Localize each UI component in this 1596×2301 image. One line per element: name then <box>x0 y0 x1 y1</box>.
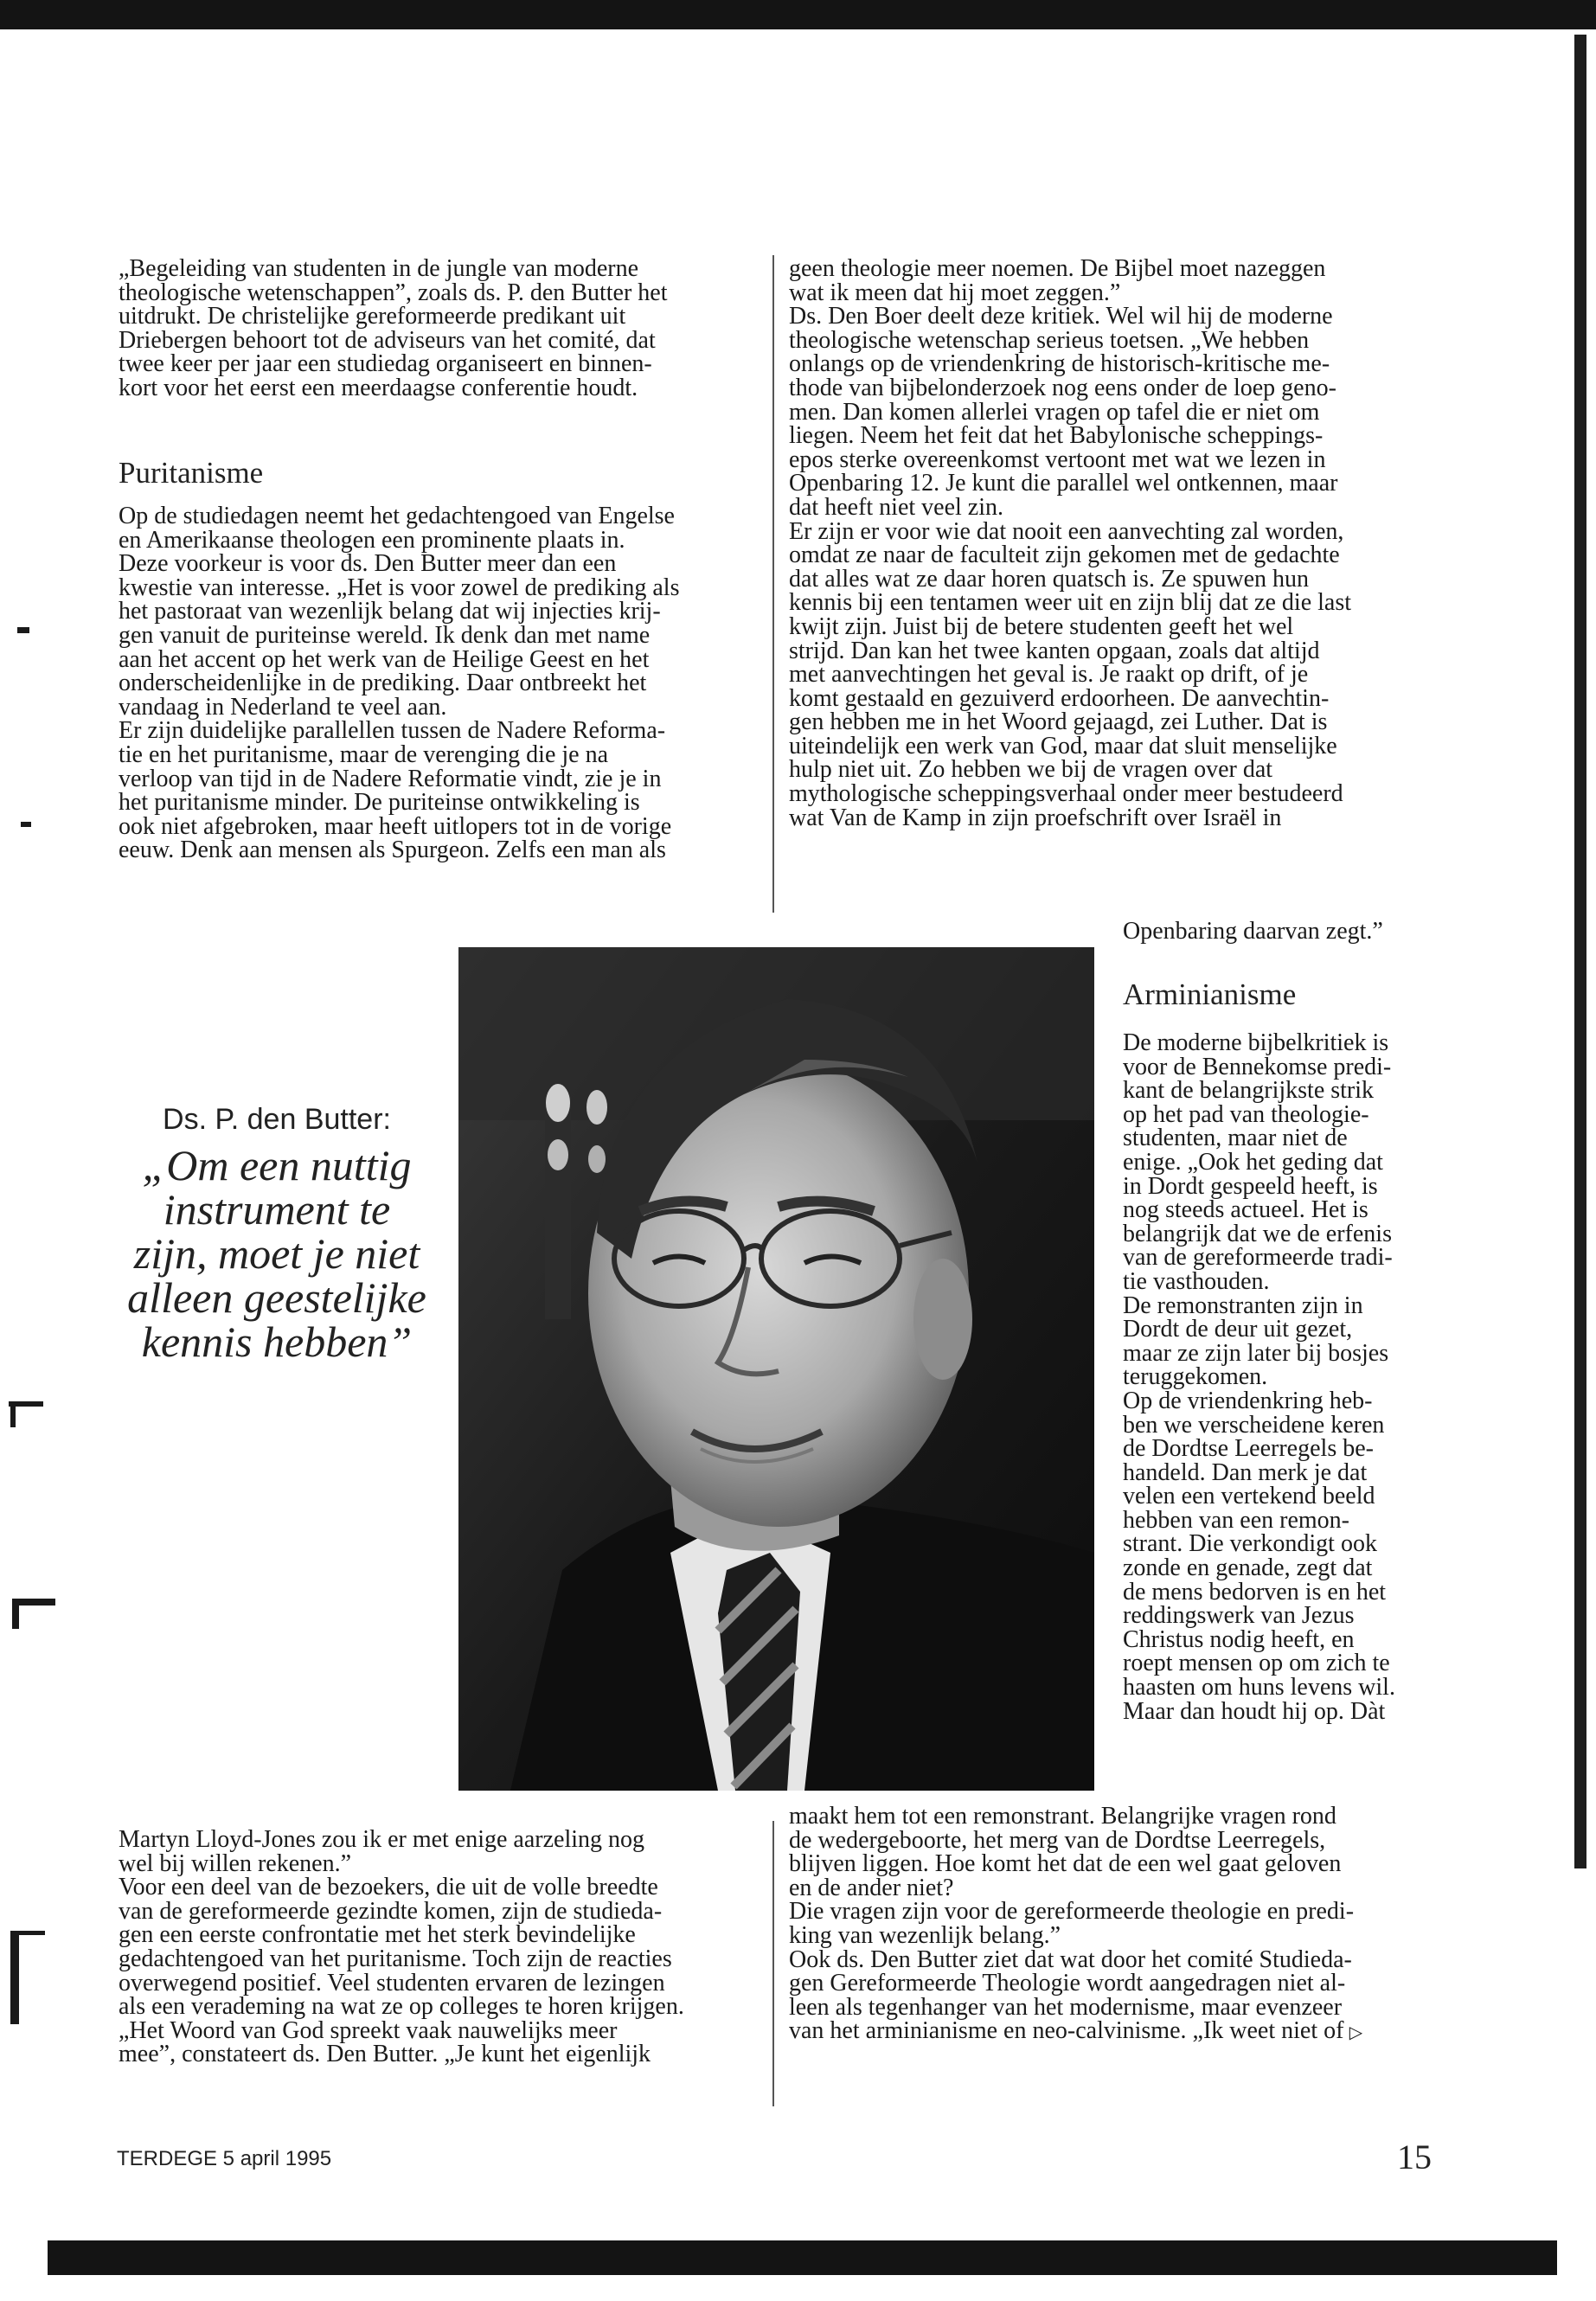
text-line: eeuw. Denk aan mensen als Spurgeon. Zelfs een man als <box>119 836 666 864</box>
text-line: liegen. Neem het feit dat het Babylonische scheppings- <box>789 422 1324 450</box>
text-line: Ook ds. Den Butter ziet dat wat door het comité Studieda- <box>789 1945 1352 1973</box>
text-line: haasten om huns levens wil. <box>1123 1674 1395 1702</box>
text-line: Voor een deel van de bezoekers, die uit de volle breedte <box>119 1874 658 1901</box>
text-line: thode van bijbelonderzoek nog eens onder de loep geno- <box>789 374 1336 401</box>
text-line: gen vanuit de puriteinse wereld. Ik denk dan met name <box>119 621 651 649</box>
text-line: gen hebben me in het Woord gejaagd, zei Luther. Dat is <box>789 708 1328 736</box>
margin-mark <box>21 822 31 827</box>
text-line: kant de belangrijkste strik <box>1123 1077 1375 1105</box>
text-line: Er zijn duidelijke parallellen tussen de Nadere Reforma- <box>119 717 666 745</box>
text-line: theologische wetenschappen”, zoals ds. P. den Butter het <box>119 279 668 306</box>
text-line: met aanvechtingen het geval is. Je raakt op drift, of je <box>789 661 1309 689</box>
continue-arrow-icon: ▷ <box>1343 2022 1363 2043</box>
quote-line: zijn, moet je niet <box>133 1229 420 1278</box>
text-line: Er zijn er voor wie dat nooit een aanvechting zal worden, <box>789 517 1344 545</box>
text-line: blijven liggen. Hoe komt het dat de een wel gaat geloven <box>789 1850 1342 1878</box>
text-line: wat ik meen dat hij moet zeggen.” <box>789 279 1121 306</box>
text-line: ook niet afgebroken, maar heeft uitlopers tot in de vorige <box>119 812 672 840</box>
text-line: kort voor het eerst een meerdaagse conferentie houdt. <box>119 374 638 401</box>
text-line: omdat ze naar de faculteit zijn gekomen met de gedachte <box>789 542 1340 569</box>
text-line: twee keer per jaar een studiedag organiseert en binnen- <box>119 350 652 378</box>
column2-text <box>789 257 1394 830</box>
text-line: Christus nodig heeft, en <box>1123 1625 1355 1653</box>
quote-line: instrument te <box>163 1185 391 1234</box>
text-line: strijd. Dan kan het twee kanten opgaan, zoals dat altijd <box>789 637 1320 664</box>
quote-attribution: Ds. P. den Butter: <box>163 1103 391 1136</box>
column-rule <box>772 255 774 913</box>
heading-arminianisme: Arminianisme <box>1123 977 1297 1011</box>
footer-publication: TERDEGE 5 april 1995 <box>117 2147 332 2170</box>
text-line: mythologische scheppingsverhaal onder meer bestudeerd <box>789 780 1343 808</box>
text-line: Driebergen behoort tot de adviseurs van het comité, dat <box>119 326 656 354</box>
text-line: Dordt de deur uit gezet, <box>1123 1316 1353 1343</box>
text-line: Martyn Lloyd-Jones zou ik er met enige aarzeling nog <box>119 1826 645 1853</box>
text-line: geen theologie meer noemen. De Bijbel moet nazeggen <box>789 255 1326 282</box>
text-line: Die vragen zijn voor de gereformeerde theologie en predi- <box>789 1898 1355 1926</box>
text-line: kwijt zijn. Juist bij de betere studenten geeft het wel <box>789 612 1294 640</box>
text-line: verloop van tijd in de Nadere Reformatie vindt, zie je in <box>119 765 662 792</box>
text-line: „Het Woord van God spreekt vaak nauwelijks meer <box>119 2016 618 2044</box>
right-scan-edge <box>1574 35 1586 1868</box>
text-line: epos sterke overeenkomst vertoont met wat we lezen in <box>789 445 1326 473</box>
text-line: men. Dan komen allerlei vragen op tafel die er niet om <box>789 398 1320 426</box>
text-line: het pastoraat van wezenlijk belang dat wij injecties krij- <box>119 598 661 625</box>
column2-closing-line: Openbaring daarvan zegt.” <box>1123 918 1383 945</box>
text-line: wel bij willen rekenen.” <box>119 1849 352 1877</box>
column1-bottom-text <box>119 1828 763 2067</box>
text-line: en Amerikaanse theologen een prominente plaats in. <box>119 526 625 554</box>
quote-line: alleen geestelijke <box>127 1273 426 1322</box>
text-line: dat heeft niet veel zin. <box>789 493 1003 521</box>
text-line: uiteindelijk een werk van God, maar dat sluit menselijke <box>789 732 1337 760</box>
text-line: studenten, maar niet de <box>1123 1125 1348 1152</box>
quote-line: kennis hebben” <box>141 1317 413 1366</box>
text-line: in Dordt gespeeld heeft, is <box>1123 1172 1378 1200</box>
text-line: dat alles wat ze daar horen quatsch is. Ze spuwen hun <box>789 565 1310 593</box>
section-puritanisme-text <box>119 504 759 862</box>
text-line: het puritanisme minder. De puriteinse ontwikkeling is <box>119 789 640 817</box>
section-arminianisme-text <box>1123 1031 1469 1723</box>
pull-quote <box>112 1103 441 1364</box>
text-line: handeld. Dan merk je dat <box>1123 1458 1368 1486</box>
text-line: maakt hem tot een remonstrant. Belangrijke vragen rond <box>789 1803 1336 1830</box>
text-line: teruggekomen. <box>1123 1363 1268 1391</box>
text-line: Openbaring 12. Je kunt die parallel wel ontkennen, maar <box>789 470 1338 497</box>
margin-mark <box>10 1931 45 1935</box>
margin-mark <box>12 1599 19 1629</box>
text-line: kwestie van interesse. „Het is voor zowel de prediking als <box>119 574 680 601</box>
text-line: strant. Die verkondigt ook <box>1123 1530 1377 1558</box>
text-line: van de gereformeerde tradi- <box>1123 1244 1393 1272</box>
text-line: mee”, constateert ds. Den Butter. „Je kunt het eigenlijk <box>119 2041 651 2068</box>
text-line: reddingswerk van Jezus <box>1123 1602 1355 1630</box>
text-line: de wedergeboorte, het merg van de Dordtse Leerregels, <box>789 1826 1326 1854</box>
text-line: „Begeleiding van studenten in de jungle van moderne <box>119 255 639 282</box>
column-rule <box>772 1821 774 2106</box>
text-line: kennis bij een tentamen weer uit en zijn blij dat ze die last <box>789 589 1352 617</box>
text-line: king van wezenlijk belang.” <box>789 1921 1061 1949</box>
text-line: uitdrukt. De christelijke gereformeerde predikant uit <box>119 303 626 330</box>
text-line: op het pad van theologie- <box>1123 1100 1369 1128</box>
text-line: van het arminianisme en neo-calvinisme. „Ik weet niet of ▷ <box>789 2017 1363 2045</box>
page-number: 15 <box>1397 2138 1432 2176</box>
top-scan-bar <box>0 0 1596 29</box>
text-line: gen een eerste confrontatie met het sterk bevindelijke <box>119 1921 636 1949</box>
text-line: hulp niet uit. Zo hebben we bij de vragen over dat <box>789 756 1273 784</box>
text-line: onderscheidenlijke in de prediking. Daar ontbreekt het <box>119 670 647 697</box>
text-line: leen als tegenhanger van het modernisme, maar evenzeer <box>789 1993 1343 2021</box>
text-line: tie vasthouden. <box>1123 1267 1270 1295</box>
text-line: theologische wetenschap serieus toetsen. „We hebben <box>789 326 1310 354</box>
text-line: aan het accent op het werk van de Heilige Geest en het <box>119 645 650 673</box>
text-line: hebben van een remon- <box>1123 1506 1349 1534</box>
text-line: komt gestaald en gezuiverd erdoorheen. De aanvechtin- <box>789 684 1330 712</box>
bottom-scan-bar <box>48 2240 1557 2275</box>
text-line: Deze voorkeur is voor ds. Den Butter meer dan een <box>119 550 617 578</box>
text-line: en de ander niet? <box>789 1874 954 1901</box>
portrait-illustration <box>458 947 1094 1791</box>
margin-mark <box>17 627 29 633</box>
text-line: maar ze zijn later bij bosjes <box>1123 1339 1389 1367</box>
margin-mark <box>10 1933 19 2024</box>
text-line: De remonstranten zijn in <box>1123 1292 1363 1319</box>
text-line: Op de studiedagen neemt het gedachtengoed van Engelse <box>119 503 675 529</box>
heading-puritanisme: Puritanisme <box>119 456 264 490</box>
text-line: nog steeds actueel. Het is <box>1123 1196 1368 1224</box>
text-line: voor de Bennekomse predi- <box>1123 1053 1392 1080</box>
text-line: velen een vertekend beeld <box>1123 1483 1375 1510</box>
text-line: Maar dan houdt hij op. Dàt <box>1123 1697 1386 1725</box>
article-intro <box>119 257 759 401</box>
text-line: zonde en genade, zegt dat <box>1123 1554 1373 1582</box>
text-line: De moderne bijbelkritiek is <box>1123 1029 1389 1056</box>
text-line: overwegend positief. Veel studenten ervaren de lezingen <box>119 1969 665 1997</box>
text-line: onlangs op de vriendenkring de historisch-kritische me- <box>789 350 1330 378</box>
text-line: de Dordtse Leerregels be- <box>1123 1435 1374 1463</box>
text-line: gedachtengoed van het puritanisme. Toch zijn de reacties <box>119 1945 672 1972</box>
text-line: Op de vriendenkring heb- <box>1123 1387 1373 1414</box>
margin-mark <box>10 1401 16 1427</box>
text-line: Ds. Den Boer deelt deze kritiek. Wel wil hij de moderne <box>789 303 1333 330</box>
text-line: wat Van de Kamp in zijn proefschrift over Israël in <box>789 804 1282 831</box>
text-line: gen Gereformeerde Theologie wordt aangedragen niet al- <box>789 1970 1346 1997</box>
portrait-photo <box>458 947 1094 1791</box>
text-line: enige. „Ook het geding dat <box>1123 1148 1383 1176</box>
text-line: ben we verscheidene keren <box>1123 1411 1385 1439</box>
text-line: belangrijk dat we de erfenis <box>1123 1220 1392 1247</box>
quote-line: „Om een nuttig <box>142 1141 412 1189</box>
column2-bottom-text <box>789 1804 1472 2045</box>
text-line: roept mensen op om zich te <box>1123 1650 1390 1677</box>
text-line: tie en het puritanisme, maar de verenging die je na <box>119 740 609 768</box>
quote-text <box>112 1141 441 1366</box>
text-line: vandaag in Nederland te veel aan. <box>119 693 447 721</box>
text-line: als een verademing na wat ze op colleges te horen krijgen. <box>119 1993 684 2021</box>
text-line: de mens bedorven is en het <box>1123 1578 1387 1606</box>
text-line: van de gereformeerde gezindte komen, zijn de studieda- <box>119 1897 663 1925</box>
